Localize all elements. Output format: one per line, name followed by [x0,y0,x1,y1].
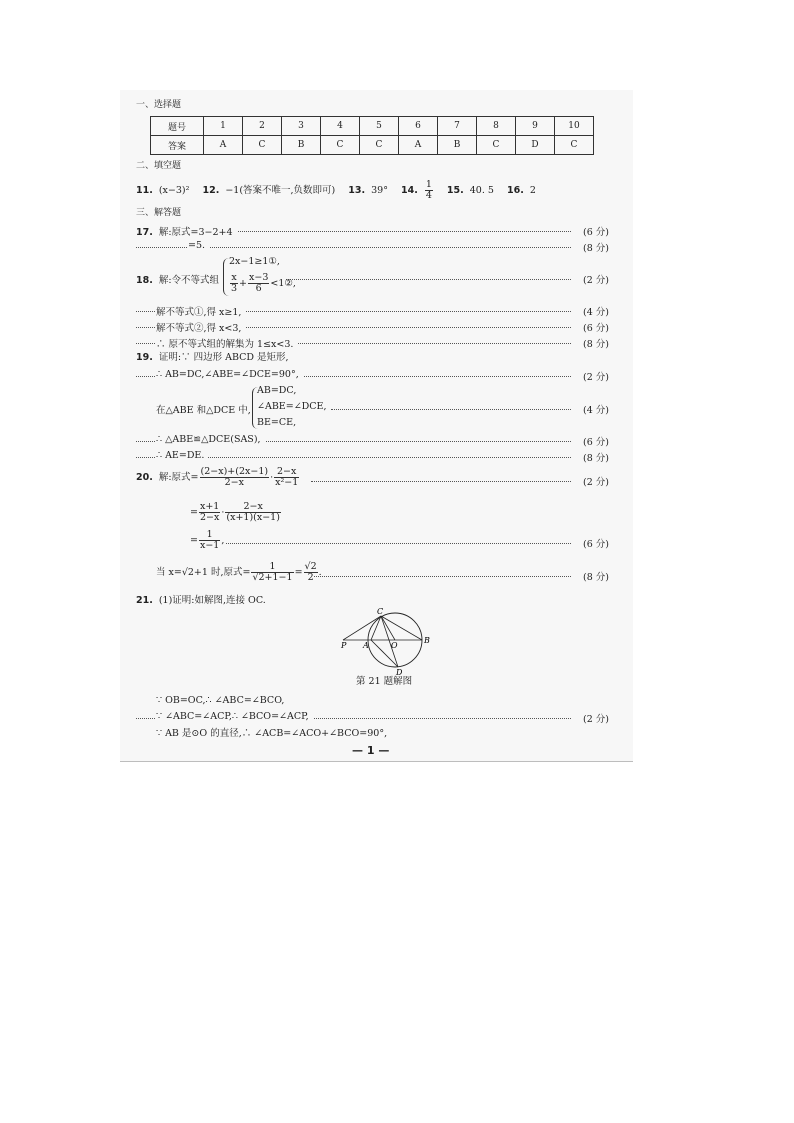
condition: AB=DC, [257,385,297,396]
table-cell: D [516,136,555,155]
q17-line2: =5. (8 分) [136,240,609,252]
fill-answer: 40. 5 [469,185,494,196]
section-title-choice: 一、选择题 [136,100,182,110]
table-cell: A [204,136,243,155]
table-cell: 10 [555,117,594,136]
q18-line4: ∴ 原不等式组的解集为 1≤x<3. (8 分) [136,336,609,348]
score: (2 分) [581,369,609,383]
label-b: B [424,636,430,645]
item-number: 16. [506,185,524,196]
table-cell: 9 [516,117,555,136]
score: (2 分) [581,711,609,725]
table-cell: 2 [243,117,282,136]
section-title-fill: 二、填空题 [136,161,182,171]
answer-table [150,116,594,155]
table-cell: 7 [438,117,477,136]
q19-line3: 在△ABE 和△DCE 中, (4 分) [136,402,609,414]
score: (8 分) [581,336,609,350]
q20-expression-3: = $\frac{1}{x-1}$ , [190,529,225,551]
item-number: 11. [136,185,153,196]
score: (2 分) [581,272,609,286]
q21-line3: ∵ ∠ABC=∠ACP,∴ ∠BCO=∠ACP, (2 分) [136,711,609,723]
table-cell: C [243,136,282,155]
q20-expression-4: 当 x=√2+1 时,原式= $\frac{1}{√2+1-1}$ = $\frac{√2}{2}$ . [156,561,322,583]
line-cb [381,616,422,640]
q21-line4: ∵ AB 是⊙O 的直径,∴ ∠ACB=∠ACO+∠BCO=90°, [156,728,388,739]
item-number: 13. [348,185,366,196]
score: (8 分) [581,240,609,254]
table-cell: 1 [204,117,243,136]
condition: ∠ABE=∠DCE, [257,401,327,412]
table-cell: C [360,136,399,155]
row-header-number: 题号 [151,117,204,136]
score: (8 分) [581,450,609,464]
section-title-solution: 三、解答题 [136,208,182,218]
table-cell: 3 [282,117,321,136]
q20-expression-2: = $\frac{x+1}{2-x}$ · $\frac{2-x}{(x+1)(x-1)}$ [190,501,280,523]
table-cell: 8 [477,117,516,136]
score: (4 分) [581,304,609,318]
divider [120,761,633,762]
line-pc [343,616,381,640]
q19-line4: ∴ △ABE≌△DCE(SAS), (6 分) [136,434,609,446]
q18-line2: 解不等式①,得 x≥1, (4 分) [136,304,609,316]
q18-intro-line: 18. 解:令不等式组 (2 分) [136,272,609,284]
score: (6 分) [581,320,609,334]
fraction: $\frac{1}{4}$ [425,179,432,201]
q20-expression-1: 20. 解:原式= $\frac{(2-x)+(2x-1)}{2-x}$ · $\frac{2-x}{\text{x²−1}}$ [136,466,299,488]
score: (6 分) [581,224,609,238]
table-cell: C [555,136,594,155]
item-number: 12. [202,185,220,196]
label-c: C [377,607,384,616]
label-a: A [363,641,369,650]
score: (8 分) [581,569,609,583]
q19-line1: 19. 证明:∵ 四边形 ABCD 是矩形, [136,352,289,363]
label-p: P [341,641,347,650]
table-row [151,136,594,155]
q19-line5: ∴ AE=DE. (8 分) [136,450,609,462]
table-cell: 4 [321,117,360,136]
fill-answer: (x−3)² [158,185,190,196]
fill-answers [136,180,536,201]
score: (6 分) [581,434,609,448]
score: (6 分) [581,536,609,550]
q17-line1: 17. 解:原式=3−2+4 (6 分) [136,224,609,236]
score: (4 分) [581,402,609,416]
q19-line2: ∴ AB=DC,∠ABE=∠DCE=90°, (2 分) [136,369,609,381]
row-header-answer: 答案 [151,136,204,155]
score: (2 分) [581,474,609,488]
inequality-2: $\frac{x}{3}$ + $\frac{x-3}{6}$ <1②, [231,272,296,294]
table-cell: A [399,136,438,155]
table-cell: 5 [360,117,399,136]
table-cell: C [321,136,360,155]
item-number: 15. [446,185,464,196]
table-cell: B [438,136,477,155]
label-o: O [391,641,398,650]
table-cell: B [282,136,321,155]
figure-caption: 第 21 题解图 [356,676,413,687]
q21-line2: ∵ OB=OC,∴ ∠ABC=∠BCO, [156,695,285,706]
q21-line1: 21. (1)证明:如解图,连接 OC. [136,595,266,606]
table-cell: 6 [399,117,438,136]
table-row [151,117,594,136]
fill-answer: 2 [529,185,536,196]
item-number: 14. [401,185,418,196]
label-d: D [396,668,403,676]
fill-answer: −1(答案不唯一,负数即可) [225,185,336,196]
q18-line3: 解不等式②,得 x<3, (6 分) [136,320,609,332]
page-number: — 1 — [352,744,390,757]
fill-answer: 39° [371,185,388,196]
geometry-figure [335,606,435,676]
table-cell: C [477,136,516,155]
condition: BE=CE, [257,417,297,428]
inequality-1: 2x−1≥1①, [229,256,280,267]
